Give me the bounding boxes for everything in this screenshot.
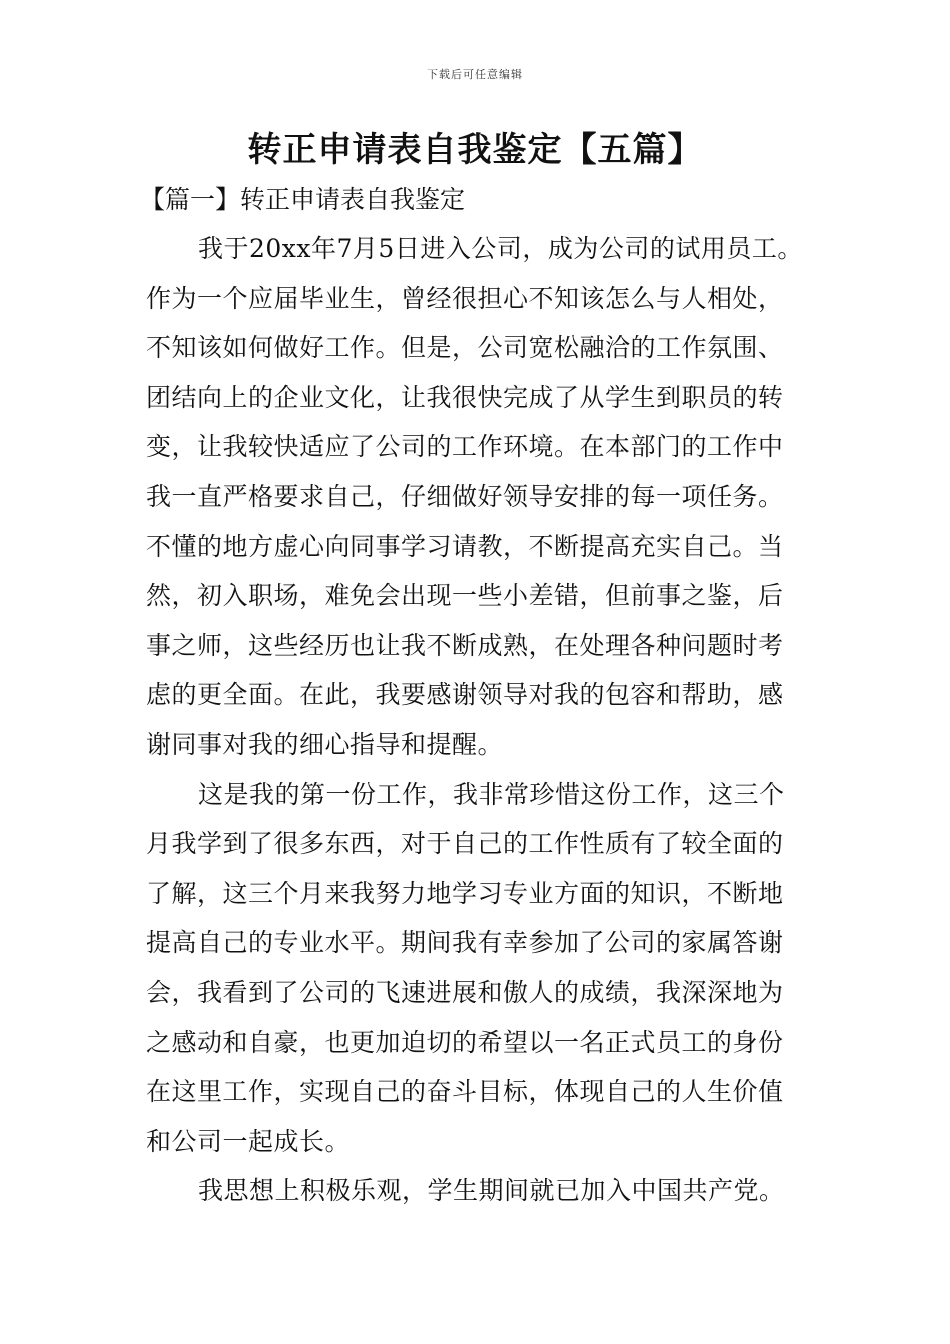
paragraph-line: 这是我的第一份工作，我非常珍惜这份工作，这三个 — [198, 779, 785, 809]
header-note: 下载后可任意编辑 — [427, 68, 523, 81]
paragraph-line: 我一直严格要求自己，仔细做好领导安排的每一项任务。 — [146, 481, 784, 511]
paragraph-line: 不懂的地方虚心向同事学习请教，不断提高充实自己。当 — [146, 531, 784, 561]
paragraph-line: 虑的更全面。在此，我要感谢领导对我的包容和帮助，感 — [146, 680, 784, 710]
section-heading: 【篇一】转正申请表自我鉴定 — [140, 185, 466, 214]
paragraph-line: 我思想上积极乐观，学生期间就已加入中国共产党。 — [198, 1176, 785, 1206]
paragraph-line: 作为一个应届毕业生，曾经很担心不知该怎么与人相处， — [146, 283, 784, 313]
paragraph-line: 然，初入职场，难免会出现一些小差错，但前事之鉴，后 — [146, 581, 784, 611]
paragraph-line: 不知该如何做好工作。但是，公司宽松融洽的工作氛围、 — [146, 333, 784, 363]
paragraph-line: 月我学到了很多东西，对于自己的工作性质有了较全面的 — [146, 829, 784, 859]
paragraph-line: 和公司一起成长。 — [146, 1126, 351, 1156]
paragraph-line: 变，让我较快适应了公司的工作环境。在本部门的工作中 — [146, 432, 784, 462]
paragraph-line: 谢同事对我的细心指导和提醒。 — [146, 729, 504, 759]
paragraph-line: 之感动和自豪，也更加迫切的希望以一名正式员工的身份 — [146, 1027, 784, 1057]
paragraph-line: 会，我看到了公司的飞速进展和傲人的成绩，我深深地为 — [146, 977, 784, 1007]
body-text — [146, 224, 846, 1216]
paragraph-line: 了解，这三个月来我努力地学习专业方面的知识，不断地 — [146, 878, 784, 908]
document-title: 转正申请表自我鉴定【五篇】 — [247, 130, 703, 170]
paragraph-line: 我于20xx年7月5日进入公司，成为公司的试用员工。 — [198, 234, 803, 263]
paragraph-line: 事之师，这些经历也让我不断成熟，在处理各种问题时考 — [146, 630, 784, 660]
paragraph-line: 提高自己的专业水平。期间我有幸参加了公司的家属答谢 — [146, 928, 784, 958]
paragraph-line: 在这里工作，实现自己的奋斗目标，体现自己的人生价值 — [146, 1077, 784, 1107]
paragraph-line: 团结向上的企业文化，让我很快完成了从学生到职员的转 — [146, 382, 784, 412]
